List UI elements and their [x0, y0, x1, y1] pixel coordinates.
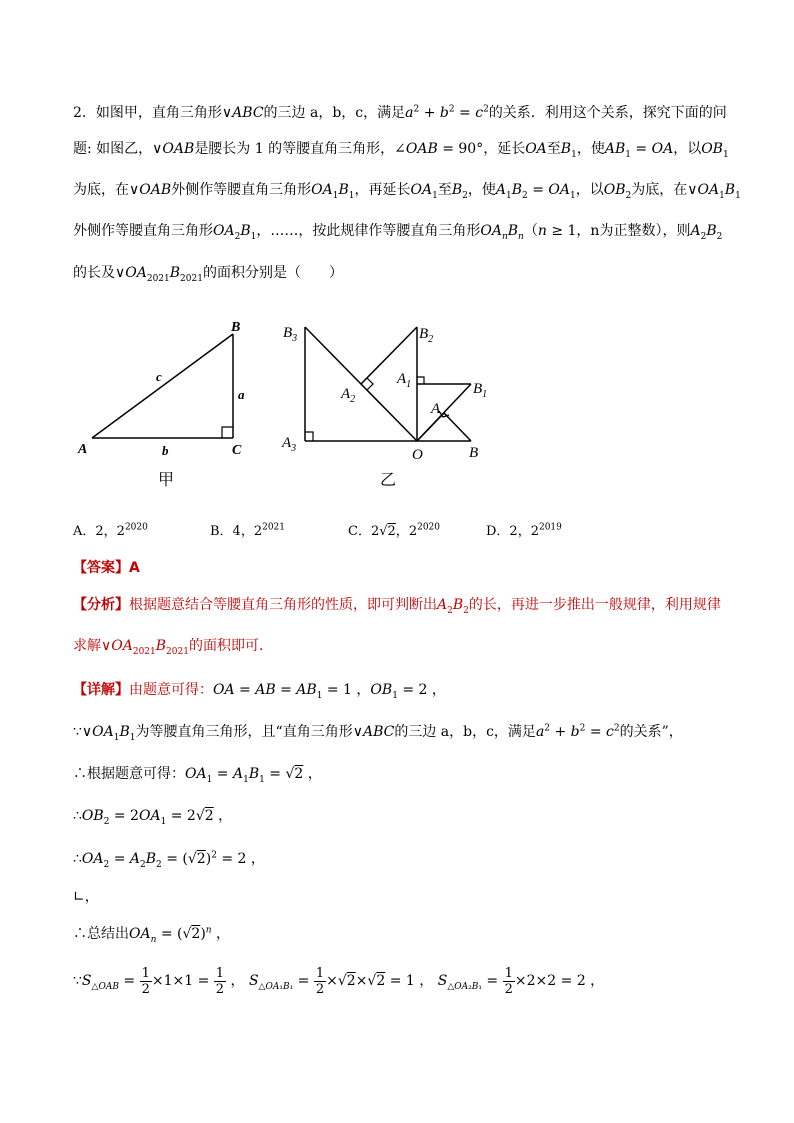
detail-line-4: $\therefore OB_2 = 2OA_1 = 2√2$ ， [73, 808, 233, 827]
answer-value: A [129, 560, 140, 576]
detail-line-2: $\because\vee OA_1B_1$为等腰直角三角形，且“直角三角形∨ABC的三边 a，b，c，满足$a^2 + b^2 = c^2$的关系”， [73, 723, 683, 743]
detail-line-7: ∴总结出$OA_n = (√2)^n$ ， [73, 925, 231, 945]
detail-line-6: ∟， [73, 889, 99, 905]
analysis-line-2: 求解$\vee OA_{2021}B_{2021}$的面积即可． [73, 638, 273, 657]
detail-line-1: 【详解】由题意可得：OA = AB = $AB_1 = 1$ ，$OB_1 = 2$ ， [73, 682, 446, 701]
figure-yi [275, 315, 505, 495]
question-line-4: 外侧作等腰直角三角形$OA_2B_1$，……，按此规律作等腰直角三角形$OA_nB_n(n \ge 1$，n为正整数），则$A_2B_2$ [73, 223, 723, 242]
svg-text:B2: $B_2$ [419, 326, 434, 345]
label-A: A [431, 401, 441, 417]
figure-jia [70, 315, 270, 495]
question-line-2: 题: 如图乙，∨OAB是腰长为 1 的等腰直角三角形，∠OAB = 90°，延长OA至$B_1$，使$AB_1$ = OA，以$OB_1$ [73, 141, 729, 160]
label-B: B [231, 320, 241, 335]
detail-line-5: $\therefore OA_2 = A_2B_2 = (√2)^2 = 2$ ， [73, 850, 265, 870]
label-a: a [238, 387, 245, 402]
caption-yi: 乙 [380, 472, 397, 489]
analysis-line-1: 【分析】根据题意结合等腰直角三角形的性质，即可判断出$A_2B_2$的长，再进一步推出一般规律，利用规律 [73, 597, 721, 616]
label-O: O [412, 447, 423, 463]
label-B1: B [473, 381, 483, 397]
choice-c[interactable]: C．2√2，$2^{2020}$ [348, 522, 440, 539]
question-line-3: 为底，在∨OAB外侧作等腰直角三角形$OA_1B_1$，再延长$OA_1$至$B_2$，使$A_1B_2 = OA_1$，以$OB_2$为底，在$\vee OA_1B_1$ [73, 182, 741, 201]
label-B3: B [283, 325, 293, 341]
label-A1: A [397, 371, 407, 387]
svg-text:B1: $B_1$ [473, 381, 488, 400]
label-b: b [162, 443, 169, 458]
answer-tag: 【答案】 [73, 560, 129, 576]
label-A3: A [282, 435, 292, 451]
label-c: c [156, 369, 162, 384]
label-A: A [78, 442, 88, 457]
caption-jia: 甲 [158, 472, 175, 489]
svg-text:A1: $A_1$ [397, 371, 412, 390]
detail-line-3: ∴根据题意可得：$OA_1 = A_1B_1 = √2$ ， [73, 766, 322, 785]
question-line-5: 的长及$\vee OA_{2021}B_{2021}$的面积分别是（ ） [73, 265, 343, 284]
choice-a[interactable]: A．2，$2^{2020}$ [73, 522, 148, 539]
question-line-1: 2．如图甲，直角三角形∨ABC的三边 a，b，c，满足$a^2 + b^2 = c^2$的关系．利用这个关系，探究下面的问 [73, 104, 727, 121]
label-A2: A [341, 386, 351, 402]
label-B2: B [419, 326, 429, 342]
label-B: B [469, 445, 479, 461]
svg-text:A3: $A_3$ [282, 435, 297, 454]
choice-d[interactable]: D．2，$2^{2019}$ [486, 522, 562, 539]
svg-text:B3: $B_3$ [283, 325, 298, 344]
svg-text:A2: $A_2$ [341, 386, 356, 405]
choice-b[interactable]: B．4，$2^{2021}$ [210, 522, 286, 539]
label-C: C [232, 443, 242, 458]
detail-line-8: $\because S_{\triangle OAB}$ = $\frac{1}{2}$ ×1×1 = $\frac{1}{2}$ ， $S_{\triangle OA_1B_1}$ = $\frac{1}{2}$ ×√2×√2 = 1 ， $S_{\triangle OA_2B_1}$ = $\frac{1}{2}$ ×2×2 = 2 ， [73, 965, 605, 997]
answer-line [73, 558, 140, 578]
